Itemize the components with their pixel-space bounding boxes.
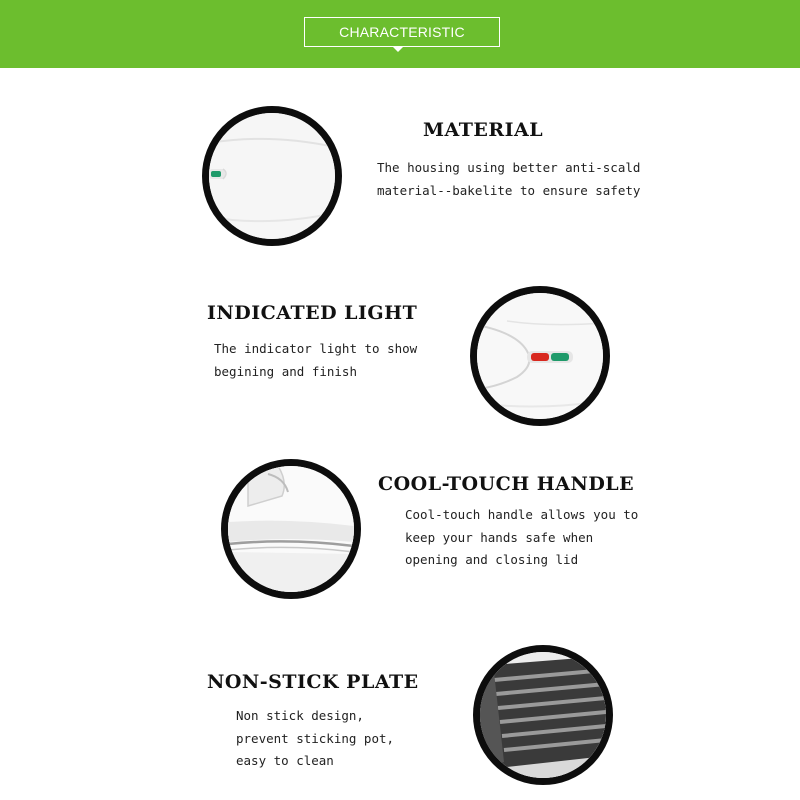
desc-line: easy to clean bbox=[236, 753, 334, 768]
desc-line: Cool-touch handle allows you to bbox=[405, 507, 639, 522]
feature-title-material: MATERIAL bbox=[423, 119, 544, 141]
feature-title-cool-touch-handle: COOL-TOUCH HANDLE bbox=[378, 473, 635, 495]
desc-line: The housing using better anti-scald bbox=[377, 160, 641, 175]
desc-line: The indicator light to show bbox=[214, 341, 418, 356]
feature-title-indicated-light: INDICATED LIGHT bbox=[207, 302, 418, 324]
indicator-light-photo bbox=[470, 286, 610, 426]
non-stick-plate-photo bbox=[473, 645, 613, 785]
feature-desc-non-stick-plate bbox=[236, 705, 394, 773]
desc-line: material--bakelite to ensure safety bbox=[377, 182, 641, 198]
desc-line: begining and finish bbox=[214, 363, 357, 379]
handle-photo bbox=[221, 459, 361, 599]
desc-line: prevent sticking pot, bbox=[236, 730, 395, 746]
desc-line: Non stick design, bbox=[236, 708, 364, 723]
header-banner bbox=[0, 0, 800, 68]
material-photo bbox=[202, 106, 342, 246]
desc-line: keep your hands safe when bbox=[405, 529, 594, 545]
feature-desc-cool-touch-handle bbox=[405, 504, 638, 572]
desc-line: opening and closing lid bbox=[405, 552, 579, 567]
header-label-box bbox=[304, 17, 500, 47]
header-label: CHARACTERISTIC bbox=[339, 24, 465, 40]
feature-desc-indicated-light bbox=[214, 338, 417, 383]
header-arrow-icon bbox=[392, 46, 404, 52]
feature-title-non-stick-plate: NON-STICK PLATE bbox=[207, 671, 419, 693]
feature-desc-material bbox=[377, 157, 640, 202]
